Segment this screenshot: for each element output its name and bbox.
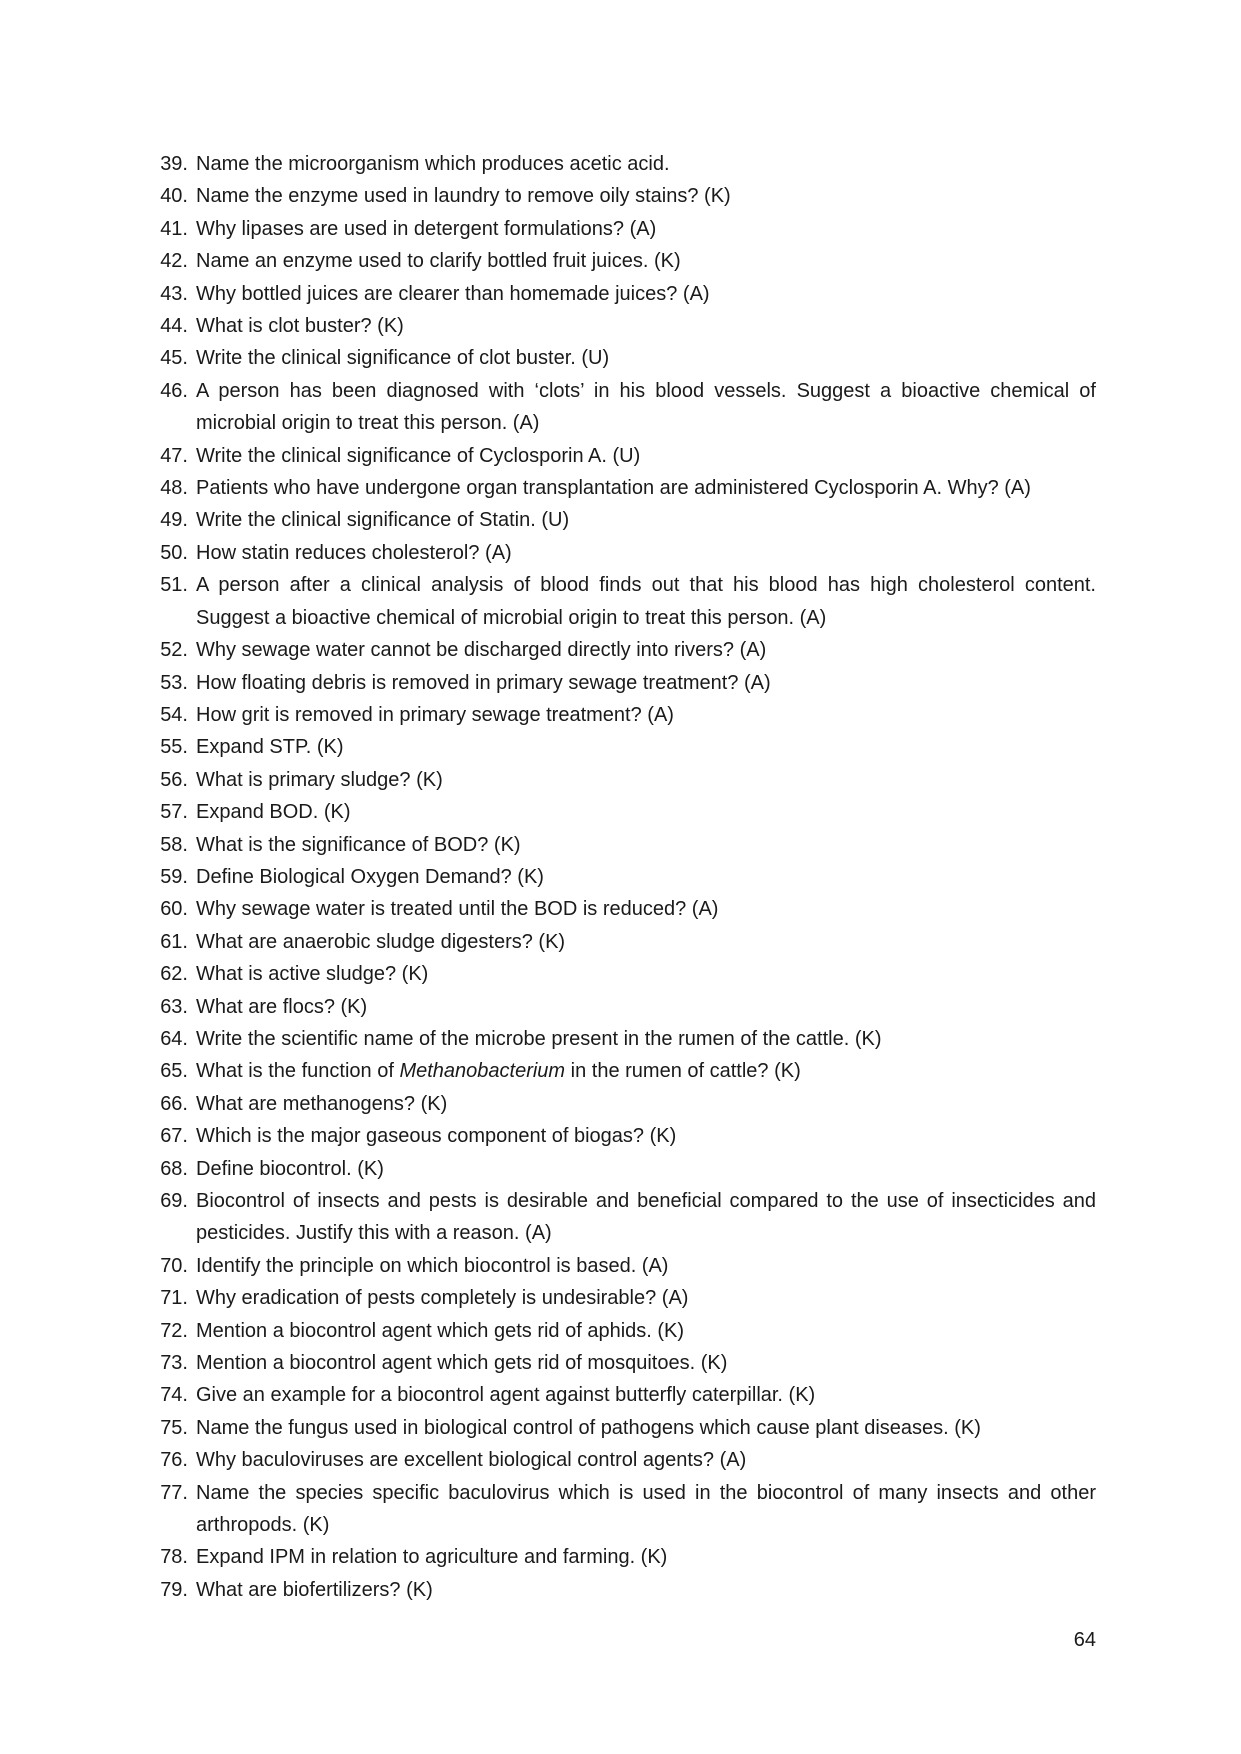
question-text: Write the scientific name of the microbe present in the rumen of the cattle. (K) [196, 1027, 882, 1050]
question-text: Biocontrol of insects and pests is desirable and beneficial compared to the use of insecticides and pesticides. Justify this with a reason. (A) [196, 1190, 1096, 1245]
question-number: 54. [160, 703, 188, 726]
question-item [150, 796, 1096, 828]
question-item [150, 829, 1096, 861]
question-text: Why baculoviruses are excellent biological control agents? (A) [196, 1449, 747, 1472]
question-list [150, 148, 1096, 1606]
question-text [196, 1055, 1096, 1087]
question-text: Expand IPM in relation to agriculture and farming. (K) [196, 1546, 668, 1569]
question-item [150, 213, 1096, 245]
question-text: What is primary sludge? (K) [196, 768, 443, 791]
question-number: 70. [160, 1254, 188, 1277]
question-number: 52. [160, 639, 188, 662]
question-number: 72. [160, 1319, 188, 1342]
question-text: Why sewage water is treated until the BOD is reduced? (A) [196, 898, 719, 921]
question-text: Name an enzyme used to clarify bottled fruit juices. (K) [196, 250, 681, 273]
question-text: Why lipases are used in detergent formulations? (A) [196, 217, 657, 240]
question-number: 58. [160, 833, 188, 856]
question-text: Write the clinical significance of Cyclosporin A. (U) [196, 444, 641, 467]
question-number: 49. [160, 509, 188, 532]
question-number: 42. [160, 250, 188, 273]
question-item [150, 310, 1096, 342]
question-item [150, 731, 1096, 763]
question-item [150, 699, 1096, 731]
page-number: 64 [1073, 1629, 1096, 1651]
question-text: What is clot buster? (K) [196, 315, 404, 338]
question-item [150, 180, 1096, 212]
question-text: How statin reduces cholesterol? (A) [196, 541, 512, 564]
question-text: How grit is removed in primary sewage treatment? (A) [196, 703, 674, 726]
question-item [150, 1477, 1096, 1542]
question-item [150, 667, 1096, 699]
question-text: What are flocs? (K) [196, 995, 368, 1018]
question-text: Why eradication of pests completely is undesirable? (A) [196, 1287, 689, 1310]
question-item [150, 1185, 1096, 1250]
question-item [150, 569, 1096, 634]
question-text: Define Biological Oxygen Demand? (K) [196, 865, 544, 888]
question-number: 64. [160, 1027, 188, 1050]
question-number: 79. [160, 1578, 188, 1601]
question-number: 53. [160, 671, 188, 694]
question-number: 43. [160, 282, 188, 305]
question-item [150, 342, 1096, 374]
question-number: 41. [160, 217, 188, 240]
question-number: 57. [160, 801, 188, 824]
question-text: Mention a biocontrol agent which gets rid of mosquitoes. (K) [196, 1352, 728, 1375]
question-item [150, 958, 1096, 990]
question-number: 45. [160, 347, 188, 370]
question-item [150, 1541, 1096, 1573]
question-text: What are methanogens? (K) [196, 1092, 448, 1115]
question-item [150, 278, 1096, 310]
question-text: Write the clinical significance of clot buster. (U) [196, 347, 610, 370]
question-text: Which is the major gaseous component of biogas? (K) [196, 1125, 677, 1148]
question-number: 66. [160, 1092, 188, 1115]
question-number: 39. [160, 153, 188, 175]
question-number: 40. [160, 185, 188, 208]
question-text-part: What is the function of [196, 1060, 400, 1083]
question-item [150, 472, 1096, 504]
question-number: 68. [160, 1157, 188, 1180]
question-item [150, 1347, 1096, 1379]
question-number: 65. [160, 1060, 188, 1083]
question-item [150, 375, 1096, 440]
question-text: Why sewage water cannot be discharged directly into rivers? (A) [196, 639, 767, 662]
question-text: Name the fungus used in biological control of pathogens which cause plant diseases. (K) [196, 1416, 981, 1439]
question-text: Mention a biocontrol agent which gets rid of aphids. (K) [196, 1319, 685, 1342]
question-item [150, 1282, 1096, 1314]
question-number: 63. [160, 995, 188, 1018]
question-text: Why bottled juices are clearer than homemade juices? (A) [196, 282, 710, 305]
question-number: 60. [160, 898, 188, 921]
question-text: A person after a clinical analysis of blood finds out that his blood has high cholesterol content. Suggest a bioactive chemical of microbial origin to treat this person. (A) [196, 574, 1096, 629]
question-text: Name the microorganism which produces acetic acid. [196, 153, 670, 175]
question-text: Name the species specific baculovirus which is used in the biocontrol of many insects and other arthropods. (K) [196, 1481, 1096, 1537]
question-item [150, 440, 1096, 472]
question-item [150, 1574, 1096, 1606]
question-item [150, 245, 1096, 277]
question-number: 71. [160, 1287, 188, 1310]
question-item [150, 537, 1096, 569]
question-item [150, 1444, 1096, 1476]
question-number: 59. [160, 865, 188, 888]
question-text: Name the enzyme used in laundry to remove oily stains? (K) [196, 185, 731, 208]
question-number: 75. [160, 1416, 188, 1439]
question-text-part: in the rumen of cattle? (K) [565, 1060, 801, 1083]
question-item [150, 1250, 1096, 1282]
question-item [150, 634, 1096, 666]
question-item [150, 861, 1096, 893]
question-item [150, 893, 1096, 925]
question-number: 74. [160, 1384, 188, 1407]
question-number: 67. [160, 1125, 188, 1148]
question-item [150, 926, 1096, 958]
question-item [150, 1120, 1096, 1152]
question-number: 47. [160, 444, 188, 467]
question-number: 50. [160, 541, 188, 564]
question-text: Define biocontrol. (K) [196, 1157, 384, 1180]
question-number: 69. [160, 1190, 188, 1212]
question-number: 56. [160, 768, 188, 791]
question-text: What is the significance of BOD? (K) [196, 833, 521, 856]
question-text: Give an example for a biocontrol agent against butterfly caterpillar. (K) [196, 1384, 816, 1407]
question-item [150, 1055, 1096, 1087]
question-number: 51. [160, 574, 188, 597]
question-number: 55. [160, 736, 188, 759]
question-number: 77. [160, 1481, 188, 1504]
question-item [150, 764, 1096, 796]
question-number: 48. [160, 477, 188, 500]
question-number: 76. [160, 1449, 188, 1472]
question-text: What is active sludge? (K) [196, 963, 429, 986]
question-item [150, 1412, 1096, 1444]
question-text: What are anaerobic sludge digesters? (K) [196, 930, 566, 953]
question-text: What are biofertilizers? (K) [196, 1578, 433, 1601]
question-text: A person has been diagnosed with ‘clots’ in his blood vessels. Suggest a bioactive chemical of microbial origin to treat this person. (A) [196, 379, 1096, 435]
question-item [150, 991, 1096, 1023]
question-text: Identify the principle on which biocontrol is based. (A) [196, 1254, 669, 1277]
question-number: 62. [160, 963, 188, 986]
question-item [150, 1088, 1096, 1120]
question-item [150, 504, 1096, 536]
question-item [150, 1023, 1096, 1055]
question-item [150, 1153, 1096, 1185]
question-number: 61. [160, 930, 188, 953]
question-text: Expand BOD. (K) [196, 801, 351, 824]
question-number: 46. [160, 379, 188, 402]
question-text: Expand STP. (K) [196, 736, 344, 759]
question-text: Write the clinical significance of Statin. (U) [196, 509, 570, 532]
question-number: 73. [160, 1352, 188, 1375]
question-text: How floating debris is removed in primary sewage treatment? (A) [196, 671, 771, 694]
question-item [150, 1315, 1096, 1347]
question-item [150, 148, 1096, 180]
question-number: 44. [160, 315, 188, 338]
scientific-name: Methanobacterium [399, 1060, 566, 1083]
question-text: Patients who have undergone organ transplantation are administered Cyclosporin A. Why? (A) [196, 477, 1031, 500]
question-number: 78. [160, 1546, 188, 1569]
question-item [150, 1379, 1096, 1411]
